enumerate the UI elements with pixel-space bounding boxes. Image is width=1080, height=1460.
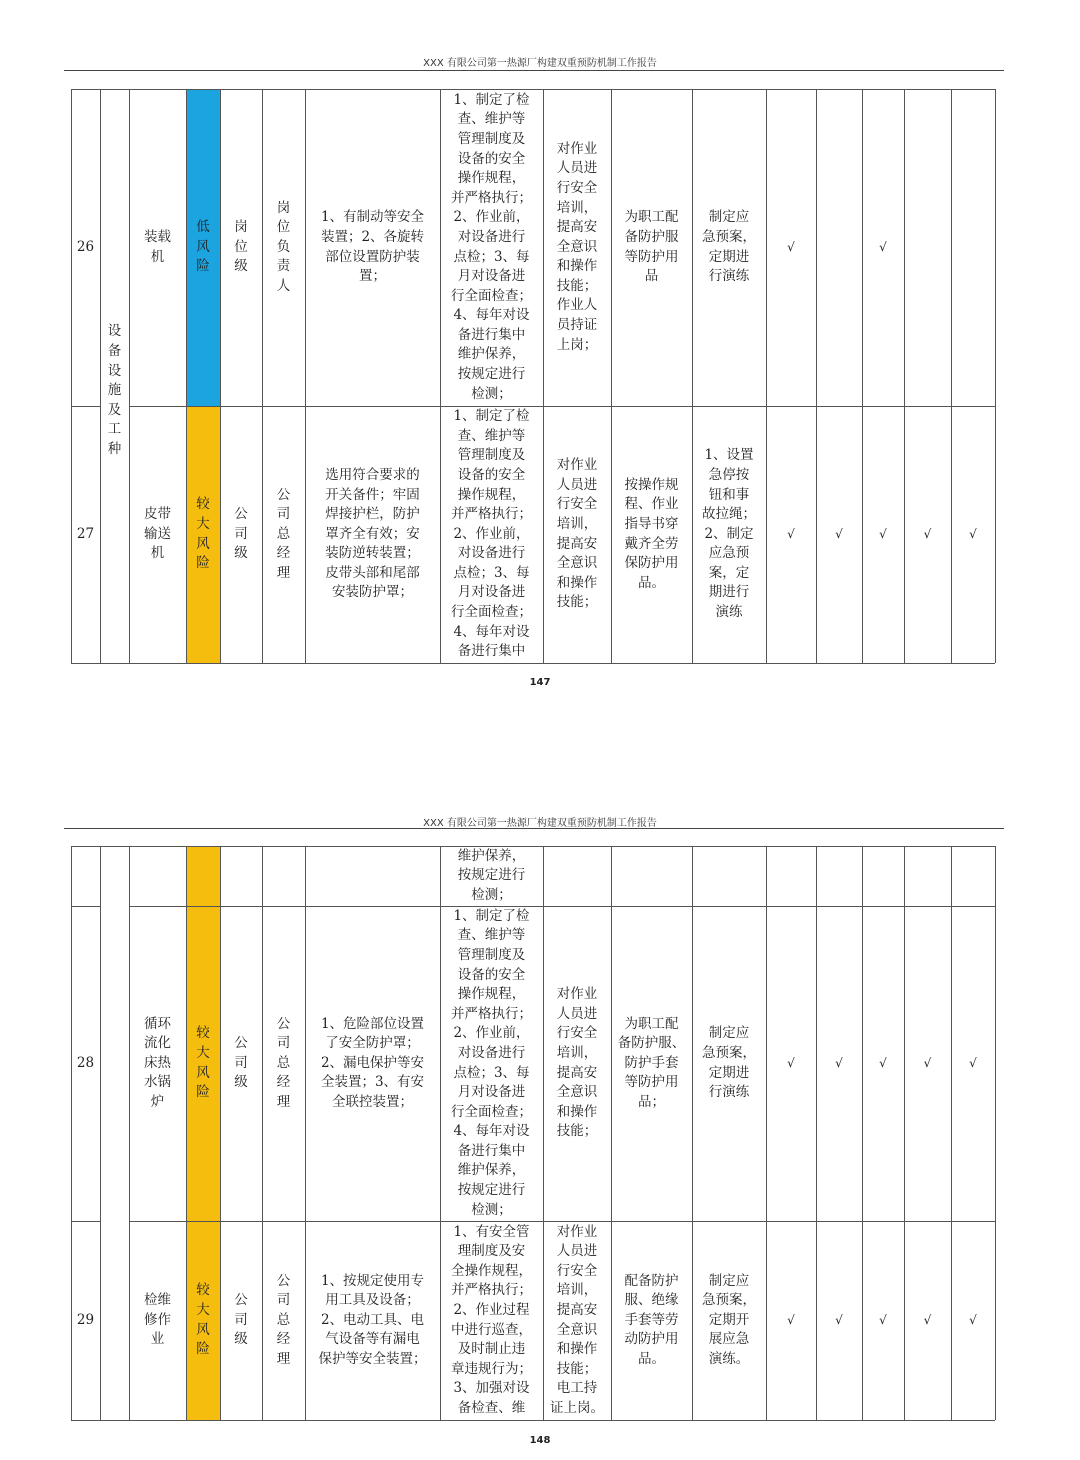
page-number: 147: [529, 677, 551, 688]
check-mark: √: [787, 526, 795, 541]
check-mark: √: [969, 1055, 977, 1070]
ppe-measures: 按操作规 程、作业 指导书穿 戴齐全劳 保防护用 品。: [624, 476, 679, 591]
item-name: 检维 修作 业: [144, 1292, 171, 1348]
management-measures: 1、有安全管 理制度及安 全操作规程， 并严格执行； 2、作业过程 中进行巡查， 及时制止违 章违规行为； 3、加强对设 备检查、维: [451, 1223, 532, 1416]
responsible: 岗 位 负 责 人: [276, 199, 291, 294]
control-level: 公 司 级: [234, 506, 248, 562]
risk-level: 低 风 险: [196, 219, 210, 275]
page-number: 148: [529, 1435, 551, 1446]
check-mark: √: [923, 526, 932, 541]
check-mark: √: [787, 1055, 795, 1070]
engineering-measures: 1、危险部位设置 了安全防护罩； 2、漏电保护等安 全装置；3、有安 全联控装置；: [320, 1015, 425, 1110]
page-header: XXX 有限公司第一热源厂构建双重预防机制工作报告: [423, 818, 657, 829]
responsible: 公 司 总 经 理: [276, 486, 291, 581]
emergency-measures: 1、设置 急停按 钮和事 故拉绳； 2、制定 应急预 案，定 期进行 演练: [702, 447, 756, 621]
engineering-measures: 1、按规定使用专 用工具及设备； 2、电动工具、电 气设备等有漏电 保护等安全装置；: [318, 1272, 427, 1367]
page-148: [0, 730, 1080, 1460]
management-measures: 1、制定了检 查、维护等 管理制度及 设备的安全 操作规程， 并严格执行； 2、作业前， 对设备进行 点检；3、每 月对设备进 行全面检查； 4、每年对设 备进行集中 维护保养， 按规定进行 检测；: [451, 91, 532, 402]
col-line: [995, 89, 996, 663]
control-level: 岗 位 级: [234, 219, 248, 275]
item-name: 皮带 输送 机: [144, 506, 171, 562]
control-level: 公 司 级: [234, 1035, 248, 1091]
management-measures: 1、制定了检 查、维护等 管理制度及 设备的安全 操作规程， 并严格执行； 2、作业前， 对设备进行 点检；3、每 月对设备进 行全面检查； 4、每年对设 备进行集中: [451, 408, 532, 660]
training-measures: 对作业 人员进 行安全 培训， 提高安 全意识 和操作 技能； 电工持 证上岗。: [550, 1223, 604, 1416]
check-mark: [904, 89, 951, 406]
check-mark: [951, 89, 995, 406]
control-level: 公 司 级: [234, 1292, 248, 1348]
engineering-measures: 1、有制动等安全 装置；2、各旋转 部位设置防护装 置；: [320, 209, 425, 285]
responsible: 公 司 总 经 理: [276, 1272, 291, 1367]
check-mark: √: [969, 1312, 977, 1327]
category-cell: 设 备 设 施 及 工 种: [107, 323, 122, 457]
risk-level: 较 大 风 险: [196, 1025, 210, 1101]
col-line: [100, 846, 101, 1420]
training-measures: 对作业 人员进 行安全 培训， 提高安 全意识 和操作 技能；: [556, 986, 598, 1140]
ppe-measures: 配备防护 服、绝缘 手套等劳 动防护用 品。: [624, 1272, 679, 1367]
check-mark: √: [787, 239, 795, 254]
row-number: 27: [76, 525, 95, 542]
risk-level: 较 大 风 险: [196, 1282, 210, 1358]
training-measures: 对作业 人员进 行安全 培训， 提高安 全意识 和操作 技能；: [556, 457, 598, 611]
ppe-measures: 为职工配 备防护服 等防护用 品: [624, 209, 679, 285]
item-name: 循环 流化 床热 水锅 炉: [144, 1015, 171, 1110]
ppe-measures: 为职工配 备防护服、 防护手套 等防护用 品；: [617, 1015, 686, 1110]
check-mark: √: [835, 1055, 843, 1070]
check-mark: √: [879, 239, 887, 254]
emergency-measures: 制定应 急预案， 定期进 行演练: [702, 209, 756, 285]
row-number: 29: [76, 1311, 95, 1328]
check-mark: [816, 89, 862, 406]
row-number: 28: [76, 1054, 95, 1071]
check-mark: √: [835, 526, 843, 541]
training-measures: 对作业 人员进 行安全 培训， 提高安 全意识 和操作 技能； 作业人 员持证 上岗；: [556, 140, 598, 353]
check-mark: √: [787, 1312, 795, 1327]
table-border: [71, 1420, 995, 1421]
header-rule: [64, 828, 1004, 829]
col-line: [995, 846, 996, 1420]
management-measures: 1、制定了检 查、维护等 管理制度及 设备的安全 操作规程， 并严格执行； 2、作业前， 对设备进行 点检；3、每 月对设备进 行全面检查； 4、每年对设 备进行集中 维护保养， 按规定进行 检测；: [451, 907, 532, 1218]
engineering-measures: 选用符合要求的 开关备件；牢固 焊接护栏，防护 罩齐全有效；安 装防逆转装置； 皮带头部和尾部 安装防护罩；: [325, 466, 420, 601]
check-mark: √: [969, 526, 977, 541]
emergency-measures: 制定应 急预案， 定期开 展应急 演练。: [702, 1272, 756, 1367]
header-rule: [64, 70, 1004, 71]
risk-level: 较 大 风 险: [196, 496, 210, 572]
page-header: XXX 有限公司第一热源厂构建双重预防机制工作报告: [423, 58, 657, 69]
check-mark: √: [879, 1055, 887, 1070]
row-number: 26: [76, 238, 95, 255]
check-mark: √: [835, 1312, 843, 1327]
table-border: [71, 663, 995, 664]
management-measures-continued: 维护保养， 按规定进行 检测；: [457, 847, 526, 903]
responsible: 公 司 总 经 理: [276, 1015, 291, 1110]
check-mark: √: [879, 526, 887, 541]
item-name: 装载 机: [144, 228, 171, 265]
check-mark: √: [923, 1055, 932, 1070]
check-mark: √: [879, 1312, 887, 1327]
check-mark: √: [923, 1312, 932, 1327]
emergency-measures: 制定应 急预案， 定期进 行演练: [702, 1025, 756, 1101]
